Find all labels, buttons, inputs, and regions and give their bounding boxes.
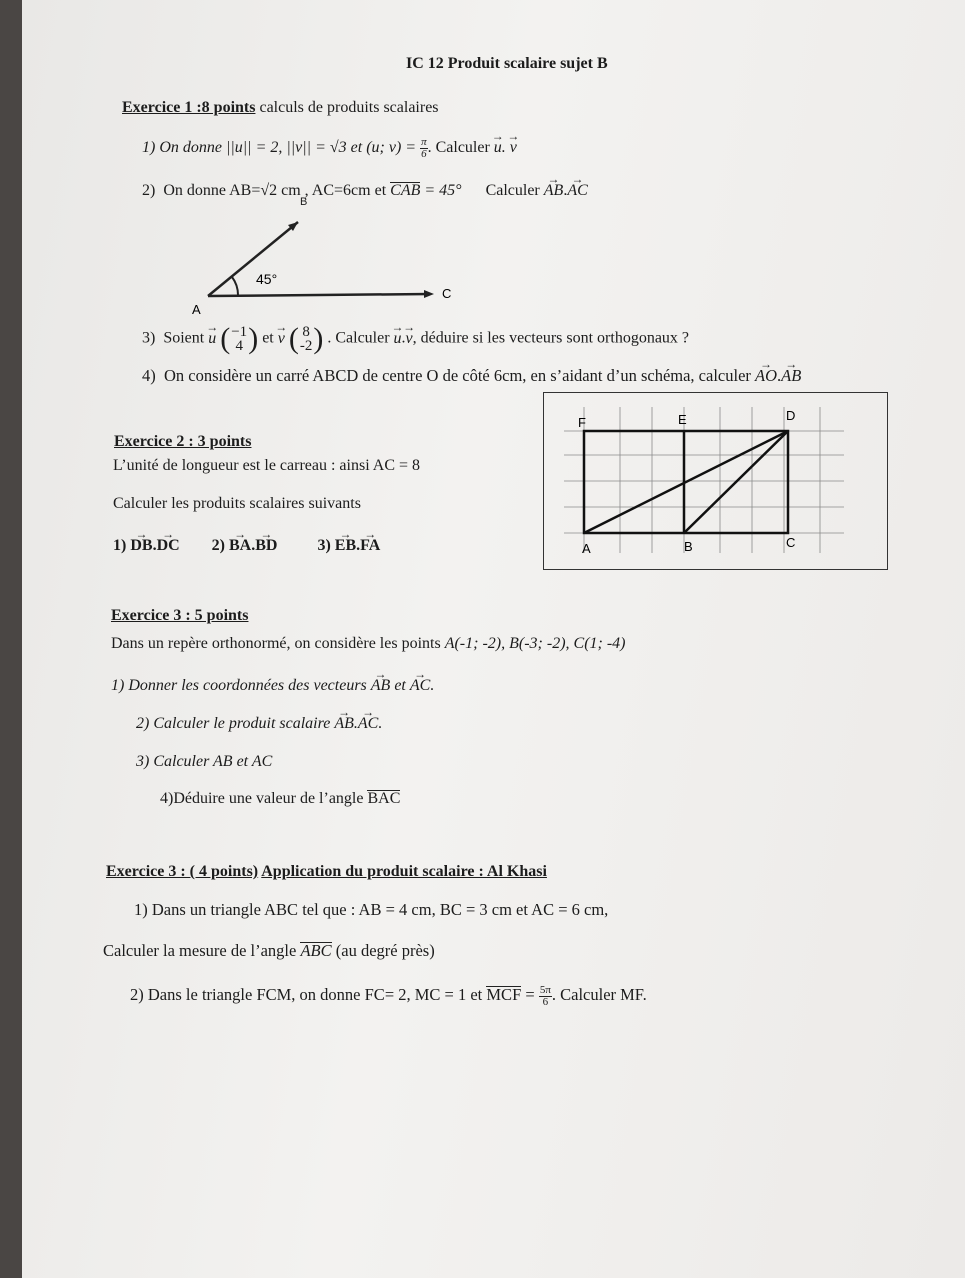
frac-den: 6 [542,995,549,1008]
vector-u-coords: ( −1 4 ) [220,322,259,355]
ex4-q2: 2) Dans le triangle FCM, on donne FC= 2, MC = 1 et MCF = $\frac{5\pi}{6}$ . Calculer MF. [130,983,647,1008]
angle-figure [180,208,460,318]
vector-ao: → AO [755,366,777,386]
label-c: C [786,535,796,550]
ex1-q4-num: 4) [142,366,156,385]
ex2-item-3: 3) → EB.→ FA [317,537,380,554]
grid-svg [544,393,886,568]
ex1-q2-text: On donne AB=√2 cm , AC=6cm et [163,182,391,199]
ex3-q2-text: 2) Calculer le produit scalaire [136,715,335,732]
page-title: IC 12 Produit scalaire sujet B [406,55,608,72]
ex4-q2-text: 2) Dans le triangle FCM, on donne FC= 2, MC = 1 et [130,985,487,1004]
ex1-q4 [142,366,801,386]
angle-bac: BAC [367,790,401,807]
label-b-text: B [300,196,308,208]
segment-bd [684,431,788,533]
vector-u: → u [494,138,502,158]
vector-ab: → AB [544,181,564,201]
segment-ac [208,294,430,296]
ex1-q4-text: On considère un carré ABCD de centre O de côté 6cm, en s’aidant d’un schéma, calculer [164,366,756,385]
label-a: A [582,541,591,556]
ex1-q1-frac [420,137,428,160]
exam-sheet [22,0,965,1278]
label-f: F [578,415,586,430]
ex2-heading: Exercice 2 : 3 points [114,433,252,450]
vector-v-coords: ( 8 -2 ) [288,322,324,355]
ex3-q3: 3) Calculer AB et AC [136,753,273,770]
ex1-q2-num: 2) [142,182,156,199]
dot: . [353,715,358,732]
ex4-q2-end: . Calculer MF. [551,985,647,1004]
grid-lines [564,407,844,553]
ex4-q1b [103,940,435,961]
ex4-q1: 1) Dans un triangle ABC tel que : AB = 4 cm, BC = 3 cm et AC = 6 cm, [134,900,609,919]
label-a: A [192,302,201,317]
ex1-q1-after: . Calculer [427,139,494,157]
vector-ab: → AB [781,366,801,386]
ex4-q1b-text: Calculer la mesure de l’angle [103,941,301,960]
v-x: 8 [302,324,310,340]
ex3-heading: Exercice 3 : 5 points [111,607,249,624]
vector-v: → v [278,329,285,349]
ex2-calc: Calculer les produits scalaires suivants [113,495,361,512]
ex1-q3 [142,324,689,354]
vector-db: → DB [130,536,152,556]
angle-cab: CAB [390,182,421,199]
ex1-q2 [142,180,588,201]
v-y: -2 [299,338,313,354]
vector-ab: → AB [334,714,354,734]
vector-eb: → EB [335,536,356,556]
ex2-items [113,536,380,556]
u-x: −1 [231,324,248,340]
segment-ab [208,222,298,296]
frac-num: 5π [539,983,551,996]
vector-u: → u [208,329,216,349]
et: et [390,677,410,694]
ex1-q3-rest2: , déduire si les vecteurs sont orthogonaux ? [412,329,690,347]
ex2-item-1: 1) → DB.→ DC [113,537,180,554]
ex1-q1-text: On donne ||u|| = 2, ||v|| = √3 et (u; v) = [159,139,421,157]
frac-den: 6 [421,148,427,160]
angle-label: 45° [256,271,278,287]
grid-diagram [543,392,888,570]
vector-v: → v [510,138,517,158]
dot: . [401,329,406,347]
label-c: C [442,286,452,301]
ex4-q1b-end: (au degré près) [331,941,435,960]
ex1-q2-eq: = 45° [420,182,462,199]
segment-ad [584,431,788,533]
ex3-q4-text: 4)Déduire une valeur de l’angle [160,790,368,807]
angle-mcf: MCF [486,985,522,1004]
ex3-intro-text: Dans un repère orthonormé, on considère les points [111,635,445,652]
arrowhead-c [424,290,434,298]
ex4-heading-line [106,862,547,882]
ex1-q1-num: 1) [142,139,156,157]
ex4-heading2: Application du produit scalaire : Al Khasi [261,863,547,880]
ex1-q3-rest: . Calculer [323,329,394,347]
ex4-q2-frac [539,985,552,1008]
angle-arc [232,277,238,295]
vector-dc: → DC [157,536,180,556]
ex1-q2-calc: Calculer [485,182,544,199]
ex3-q1: 1) Donner les coordonnées des vecteurs → AB et → AC. [111,676,434,696]
label-e: E [678,412,687,427]
ex2-unit: L’unité de longueur est le carreau : ainsi AC = 8 [113,457,421,474]
ex1-heading: Exercice 1 :8 points [122,99,256,116]
vector-bd: → BD [255,536,277,556]
ex4-heading: Exercice 3 : ( 4 points) [106,863,259,880]
vector-ab: → AB [371,676,391,696]
label-b: B [684,539,693,554]
ex3-q2: 2) Calculer le produit scalaire → AB.→ AC. [136,714,382,734]
dot: . [501,139,510,157]
frac-num: π [421,136,427,148]
vector-v: → v [406,329,413,349]
ex2-item-2: 2) → BA.→ BD [212,537,278,554]
ex1-q1 [142,137,517,160]
dot: . [777,366,782,385]
ex1-heading-line [122,98,439,118]
vector-ba: → BA [229,536,251,556]
ex1-q3-num: 3) [142,329,156,347]
ex1-q3-text: Soient [163,329,209,347]
label-d: D [786,408,796,423]
angle-abc: ABC [300,941,332,960]
vector-ac: → AC [567,181,587,201]
ex1-heading-rest: calculs de produits scalaires [259,99,439,116]
ex3-points: A(-1; -2), B(-3; -2), C(1; -4) [444,635,626,652]
vector-u: → u [394,329,402,349]
u-y: 4 [235,338,243,354]
vector-fa: → FA [360,536,380,556]
ex3-q1-text: 1) Donner les coordonnées des vecteurs [111,677,371,694]
vector-ac: → AC [358,714,378,734]
dot: . [563,182,568,199]
ex3-intro [111,634,626,654]
vector-ac: → AC [410,676,430,696]
ex3-q4 [160,788,400,809]
et: et [262,329,278,347]
